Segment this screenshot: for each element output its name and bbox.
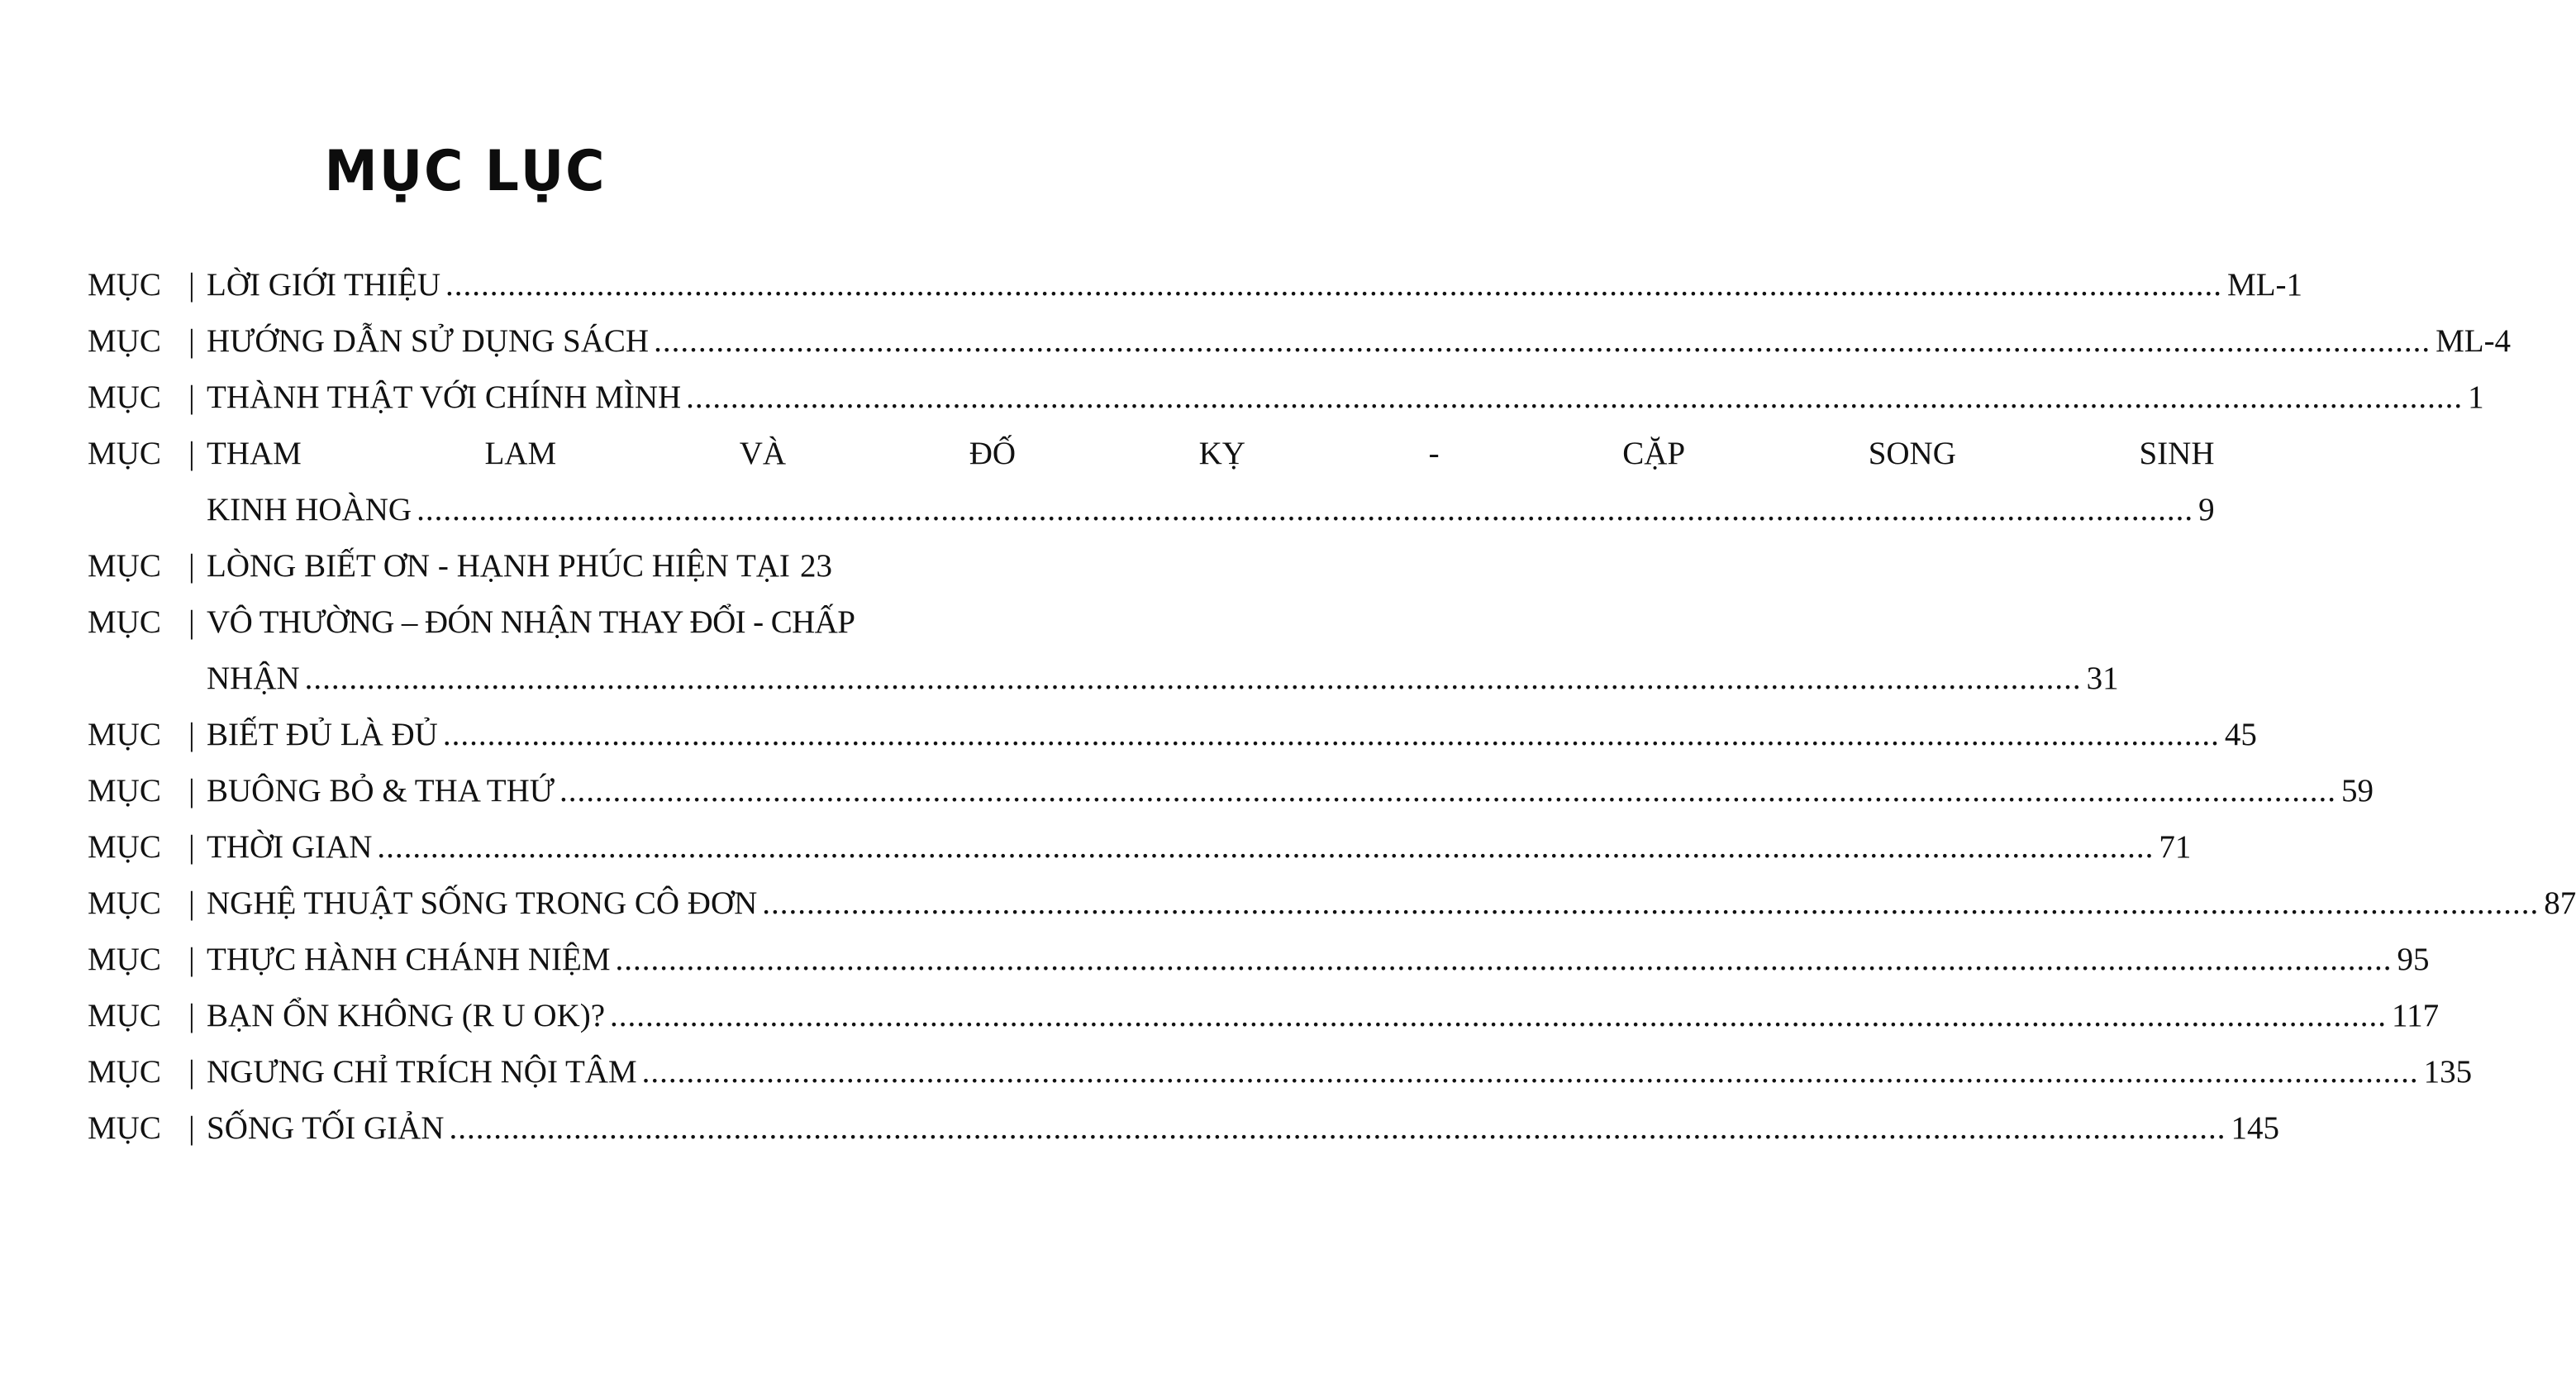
entry-title: THỜI GIAN: [207, 829, 373, 865]
entry-separator: |: [188, 1054, 195, 1090]
entry-separator: |: [188, 323, 195, 359]
toc-entry[interactable]: [88, 322, 2512, 379]
entry-title-word: -: [1428, 436, 1440, 471]
entry-prefix: MỤC: [88, 1054, 161, 1090]
entry-prefix: MỤC: [88, 548, 161, 584]
entry-title: BUÔNG BỎ & THA THỨ: [207, 773, 555, 809]
entry-prefix: MỤC: [88, 323, 161, 359]
toc-entry[interactable]: [88, 266, 2303, 322]
entry-page: 59: [2341, 773, 2374, 809]
entry-title: LỜI GIỚI THIỆU: [207, 267, 441, 303]
entry-prefix: MỤC: [88, 998, 161, 1033]
entry-title: NGHỆ THUẬT SỐNG TRONG CÔ ĐƠN: [207, 885, 758, 921]
toc-entry[interactable]: [88, 1109, 2279, 1166]
entry-page: 87: [2544, 885, 2576, 921]
entry-title-word: KỴ: [1198, 436, 1245, 471]
entry-page: 95: [2397, 942, 2430, 977]
entry-title-word: VÀ: [739, 436, 787, 471]
entry-title-word: SONG: [1868, 436, 1956, 471]
dot-leader: [616, 941, 2393, 978]
entry-title-line-2: NHẬN: [207, 661, 300, 696]
toc-entry[interactable]: [88, 379, 2484, 435]
entry-page: 45: [2224, 717, 2257, 752]
dot-leader: [610, 997, 2387, 1034]
entry-page: 1: [2468, 379, 2484, 415]
toc-entry[interactable]: [88, 1053, 2473, 1109]
dot-leader: [642, 1053, 2419, 1090]
entry-title-word: LAM: [484, 436, 557, 471]
entry-separator: |: [188, 998, 195, 1033]
entry-prefix: MỤC: [88, 604, 161, 640]
entry-separator: |: [188, 1110, 195, 1146]
entry-title: SỐNG TỐI GIẢN: [207, 1110, 445, 1146]
entry-prefix: MỤC: [88, 379, 161, 415]
toc-entry[interactable]: [88, 941, 2430, 997]
entry-prefix: MỤC: [88, 942, 161, 977]
dot-leader: [417, 491, 2193, 528]
entry-prefix: MỤC: [88, 267, 161, 303]
dot-leader: [654, 322, 2431, 360]
entry-separator: |: [188, 942, 195, 977]
entry-page: 31: [2086, 661, 2119, 696]
toc-entry[interactable]: [88, 885, 2576, 941]
dot-leader: [686, 379, 2463, 416]
entry-title: HƯỚNG DẪN SỬ DỤNG SÁCH: [207, 323, 650, 359]
dot-leader: [377, 828, 2154, 866]
entry-title-word: SINH: [2139, 436, 2215, 471]
page-title: MỤC LỤC: [324, 139, 607, 204]
entry-prefix: MỤC: [88, 829, 161, 865]
entry-title: THỰC HÀNH CHÁNH NIỆM: [207, 942, 611, 977]
entry-title-line-1: [207, 435, 2215, 491]
entry-separator: |: [188, 885, 195, 921]
toc-entry[interactable]: [88, 604, 2119, 716]
entry-title-word: CẶP: [1622, 436, 1686, 471]
entry-separator: |: [188, 267, 195, 303]
entry-title: THÀNH THẬT VỚI CHÍNH MÌNH: [207, 379, 682, 415]
entry-title-line-2: KINH HOÀNG: [207, 492, 412, 527]
dot-leader: [762, 885, 2539, 922]
entry-page: 9: [2198, 492, 2215, 527]
entry-separator: |: [188, 548, 195, 584]
entry-page: 135: [2423, 1054, 2473, 1090]
entry-prefix: MỤC: [88, 885, 161, 921]
entry-separator: |: [188, 773, 195, 809]
entry-separator: |: [188, 379, 195, 415]
toc-entry[interactable]: [88, 997, 2440, 1053]
dot-leader: [443, 716, 2220, 753]
entry-title-word: ĐỐ: [969, 436, 1017, 471]
entry-separator: |: [188, 436, 195, 471]
entry-page: 117: [2392, 998, 2440, 1033]
toc-entry[interactable]: [88, 435, 2215, 547]
dot-leader: [449, 1109, 2226, 1147]
entry-page: 23: [799, 548, 832, 584]
dot-leader: [559, 772, 2336, 809]
entry-prefix: MỤC: [88, 773, 161, 809]
toc-entry[interactable]: [88, 828, 2192, 885]
entry-title: BẠN ỔN KHÔNG (R U OK)?: [207, 998, 606, 1033]
table-of-contents: [88, 266, 2576, 1166]
entry-page: 71: [2159, 829, 2192, 865]
toc-entry[interactable]: [88, 547, 831, 604]
entry-title-line-1: VÔ THƯỜNG – ĐÓN NHẬN THAY ĐỔI - CHẤP: [207, 604, 855, 640]
entry-page: 145: [2231, 1110, 2279, 1146]
entry-prefix: MỤC: [88, 1110, 161, 1146]
entry-page: ML-4: [2436, 323, 2512, 359]
entry-separator: |: [188, 829, 195, 865]
entry-page: ML-1: [2227, 267, 2303, 303]
entry-prefix: MỤC: [88, 717, 161, 752]
entry-separator: |: [188, 604, 195, 640]
entry-prefix: MỤC: [88, 436, 161, 471]
dot-leader: [445, 266, 2222, 303]
toc-entry[interactable]: [88, 772, 2374, 828]
dot-leader: [305, 660, 2082, 697]
entry-separator: |: [188, 717, 195, 752]
entry-title: BIẾT ĐỦ LÀ ĐỦ: [207, 717, 438, 752]
entry-title: LÒNG BIẾT ƠN - HẠNH PHÚC HIỆN TẠI: [207, 548, 790, 584]
entry-title: NGƯNG CHỈ TRÍCH NỘI TÂM: [207, 1054, 637, 1090]
entry-title-word: THAM: [207, 436, 302, 471]
toc-entry[interactable]: [88, 716, 2257, 772]
